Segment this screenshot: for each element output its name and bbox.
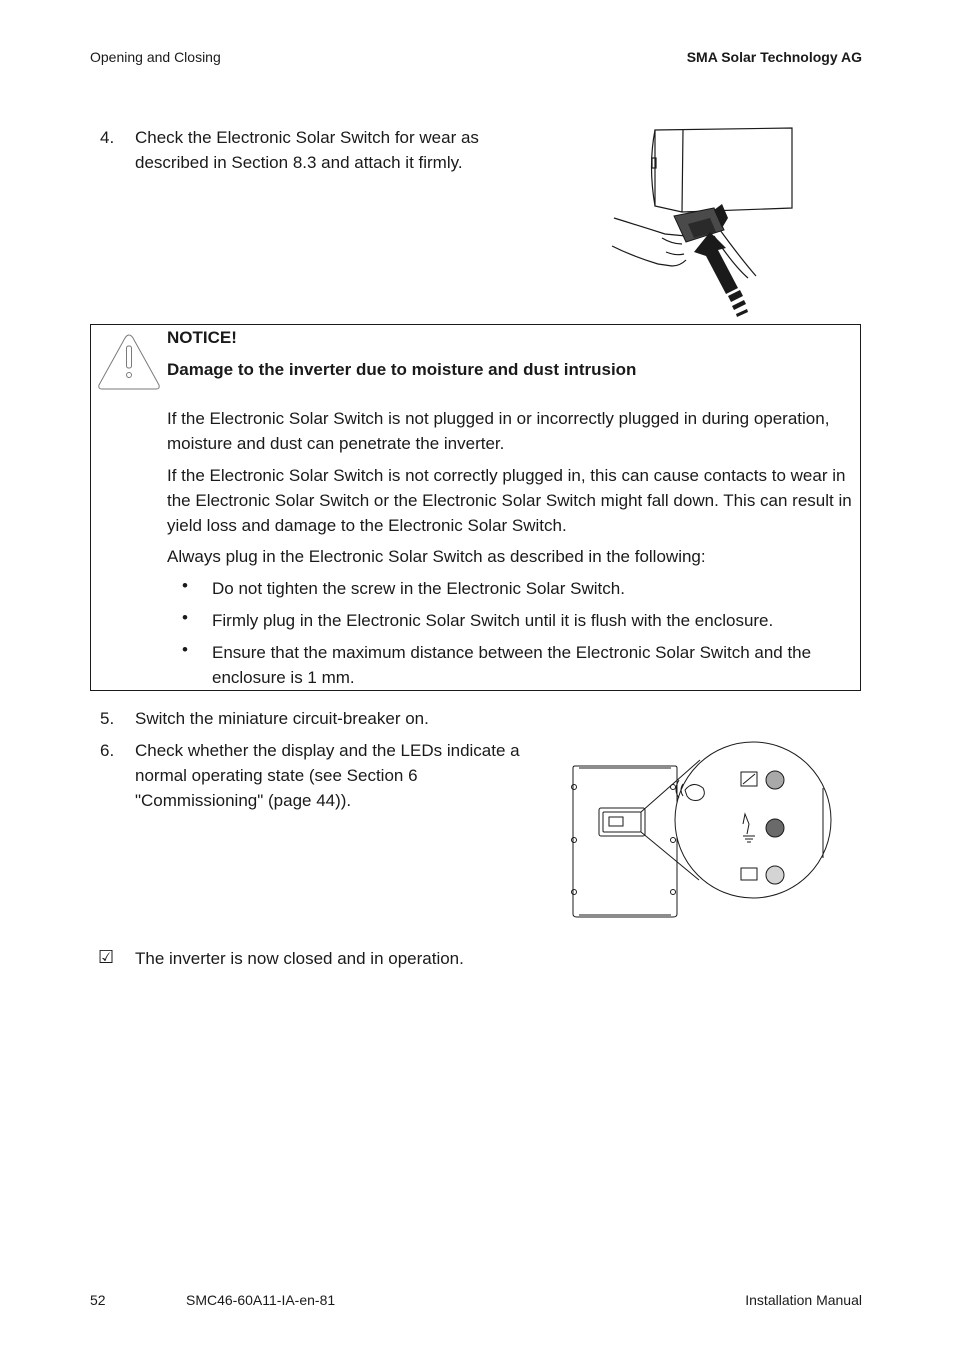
inverter-led-illustration (565, 740, 835, 922)
footer-document-id: SMC46-60A11-IA-en-81 (186, 1292, 336, 1308)
footer-page-number: 52 (90, 1292, 106, 1308)
step-6-number: 6. (100, 741, 115, 760)
step-6-line-2: normal operating state (see Section 6 (135, 766, 418, 785)
notice-paragraph-3: Always plug in the Electronic Solar Switch as described in the following: (167, 547, 706, 566)
notice-subtitle: Damage to the inverter due to moisture and dust intrusion (167, 360, 637, 379)
step-5-text: Switch the miniature circuit-breaker on. (135, 709, 429, 728)
notice-paragraph-1-line-2: moisture and dust can penetrate the inverter. (167, 434, 505, 453)
bullet-3-marker: • (182, 640, 188, 659)
bullet-3-line-2: enclosure is 1 mm. (212, 668, 355, 687)
step-5-number: 5. (100, 709, 115, 728)
notice-paragraph-2-line-1: If the Electronic Solar Switch is not correctly plugged in, this can cause contacts to wear in (167, 466, 846, 485)
notice-paragraph-2 (167, 463, 857, 538)
running-header-section: Opening and Closing (90, 49, 221, 65)
step-4-line-1: Check the Electronic Solar Switch for wear as (135, 128, 479, 147)
step-4-text (135, 125, 479, 175)
led-yellow-indicator (766, 866, 784, 884)
step-6-text (135, 738, 520, 813)
bullet-2-marker: • (182, 608, 188, 627)
notice-paragraph-2-line-3: yield loss and damage to the Electronic Solar Switch. (167, 516, 567, 535)
bullet-2-text: Firmly plug in the Electronic Solar Switch until it is flush with the enclosure. (212, 611, 774, 630)
notice-paragraph-2-line-2: the Electronic Solar Switch or the Electronic Solar Switch might fall down. This can result in (167, 491, 852, 510)
step-6-line-3: "Commissioning" (page 44)). (135, 791, 352, 810)
footer-manual-title: Installation Manual (745, 1292, 862, 1308)
notice-title: NOTICE! (167, 328, 237, 347)
result-text: The inverter is now closed and in operation. (135, 949, 464, 968)
bullet-1-text: Do not tighten the screw in the Electronic Solar Switch. (212, 579, 625, 598)
notice-paragraph-1-line-1: If the Electronic Solar Switch is not plugged in or incorrectly plugged in during operation, (167, 409, 830, 428)
bullet-1-marker: • (182, 576, 188, 595)
bullet-3-text (212, 640, 852, 690)
notice-paragraph-1 (167, 406, 857, 456)
step-4-number: 4. (100, 128, 115, 147)
running-header-company: SMA Solar Technology AG (686, 49, 862, 65)
warning-triangle-icon (95, 331, 163, 393)
led-red-indicator (766, 819, 784, 837)
step-6-line-1: Check whether the display and the LEDs indicate a (135, 741, 520, 760)
ess-plugging-illustration (610, 126, 800, 318)
step-4-line-2: described in Section 8.3 and attach it firmly. (135, 153, 463, 172)
result-check-icon: ☑ (98, 947, 115, 968)
bullet-3-line-1: Ensure that the maximum distance between the Electronic Solar Switch and the (212, 643, 812, 662)
led-green-indicator (766, 771, 784, 789)
